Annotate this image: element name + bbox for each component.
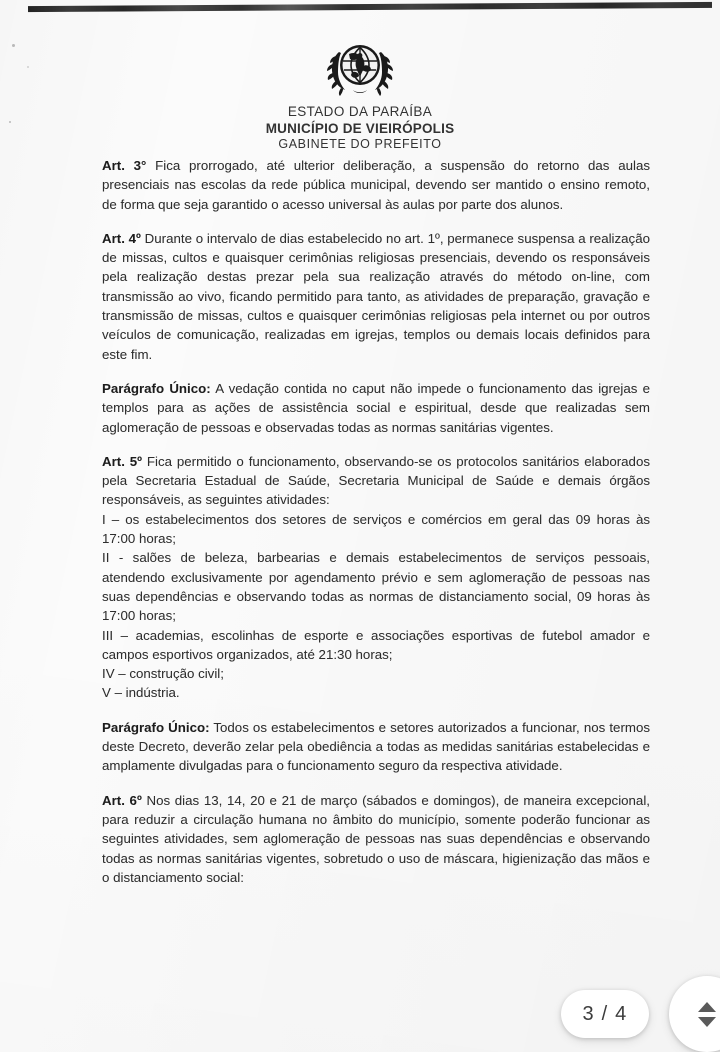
triangle-down-icon[interactable] (698, 1017, 716, 1027)
list-item: II - salões de beleza, barbearias e demais estabelecimentos de serviços pessoais, atendendo exclusivamente por agendamento prévio e sem aglomeração de pessoas nas suas dependências e observando todas as normas de distanciamento social, 09 horas às 17:00 horas; (102, 550, 650, 624)
scan-edge-artifact (28, 2, 712, 12)
article-label-paragrafo-unico-1: Parágrafo Único: (102, 380, 211, 396)
article-label-art-6: Art. 6º (102, 792, 142, 808)
article-paragraph-art-3 (102, 156, 650, 214)
article-text-paragrafo-unico-2: Todos os estabelecimentos e setores autorizados a funcionar, nos termos deste Decreto, deverão zelar pela obediência a todas as medidas sanitárias estabelecidas e amplamente divulgadas para o funcionamento seguro da respectiva atividade. (102, 719, 650, 774)
article-label-art-5: Art. 5º (102, 453, 143, 469)
page-indicator[interactable] (561, 990, 649, 1038)
article-text-art-6: Nos dias 13, 14, 20 e 21 de março (sábados e domingos), de maneira excepcional, para reduzir a circulação humana no âmbito do município, somente poderão funcionar as seguintes atividades, sem aglomeração de pessoas nas suas dependências e observando todas as normas sanitárias vigentes, sobretudo o uso de máscara, higienização das mãos e o distanciamento social: (102, 792, 650, 885)
list-item: III – academias, escolinhas de esporte e associações esportivas de futebol amador e campos esportivos organizados, até 21:30 horas; (102, 627, 650, 662)
header-office-line: GABINETE DO PREFEITO (278, 137, 442, 152)
article-label-art-4: Art. 4º (102, 230, 141, 246)
article-text-art-5: Fica permitido o funcionamento, observando-se os protocolos sanitários elaborados pela Secretaria Estadual de Saúde, Secretaria Municipal de Saúde e demais órgãos responsáveis, as seguintes atividades: (102, 453, 650, 508)
article-label-art-3: Art. 3° (102, 158, 147, 173)
article-paragraph-art-6 (102, 791, 650, 887)
document-header (0, 36, 720, 153)
article-paragraph-art-5 (102, 452, 650, 510)
article-text-art-4: Durante o intervalo de dias estabelecido no art. 1º, permanece suspensa a realização de missas, cultos e quaisquer cerimônias religiosas presenciais, devendo os responsáveis pela realização destas prezar pela sua realização através do método on-line, com transmissão ao vivo, ficando permitido para tanto, as atividades de preparação, gravação e transmissão de missas, cultos e quaisquer cerimônias religiosas pela internet ou por outros veículos de comunicação, realizadas em igrejas, templos ou demais locais definidos para este fim. (102, 230, 650, 362)
article-paragraph-paragrafo-unico-1 (102, 379, 650, 437)
list-item: IV – construção civil; (102, 666, 224, 682)
article-paragraph-paragrafo-unico-2 (102, 718, 650, 776)
triangle-up-icon[interactable] (698, 1002, 716, 1012)
header-state-line: ESTADO DA PARAÍBA (287, 104, 433, 119)
list-item: V – indústria. (102, 685, 180, 701)
document-body (102, 156, 650, 902)
article-text-paragrafo-unico-1: A vedação contida no caput não impede o funcionamento das igrejas e templos para as ações de assistência social e espiritual, desde que realizadas sem aglomeração de pessoas e observadas todas as normas sanitárias vigentes. (102, 380, 651, 435)
article-paragraph-art-4 (102, 229, 650, 364)
coat-of-arms-emblem-icon (325, 36, 395, 98)
article-label-paragrafo-unico-2: Parágrafo Único: (102, 719, 210, 735)
page-indicator-label: 3 / 4 (582, 1002, 628, 1025)
article-text-art-3: Fica prorrogado, até ulterior deliberação, a suspensão do retorno das aulas presenciais nas escolas da rede pública municipal, devendo ser mantido o ensino remoto, de forma que seja garantido o acesso universal às aulas por parte dos alunos. (102, 158, 650, 212)
list-item: I – os estabelecimentos dos setores de serviços e comércios em geral das 09 horas às 17:00 horas; (102, 511, 650, 547)
header-municipality-line: MUNICÍPIO DE VIEIRÓPOLIS (265, 120, 455, 136)
